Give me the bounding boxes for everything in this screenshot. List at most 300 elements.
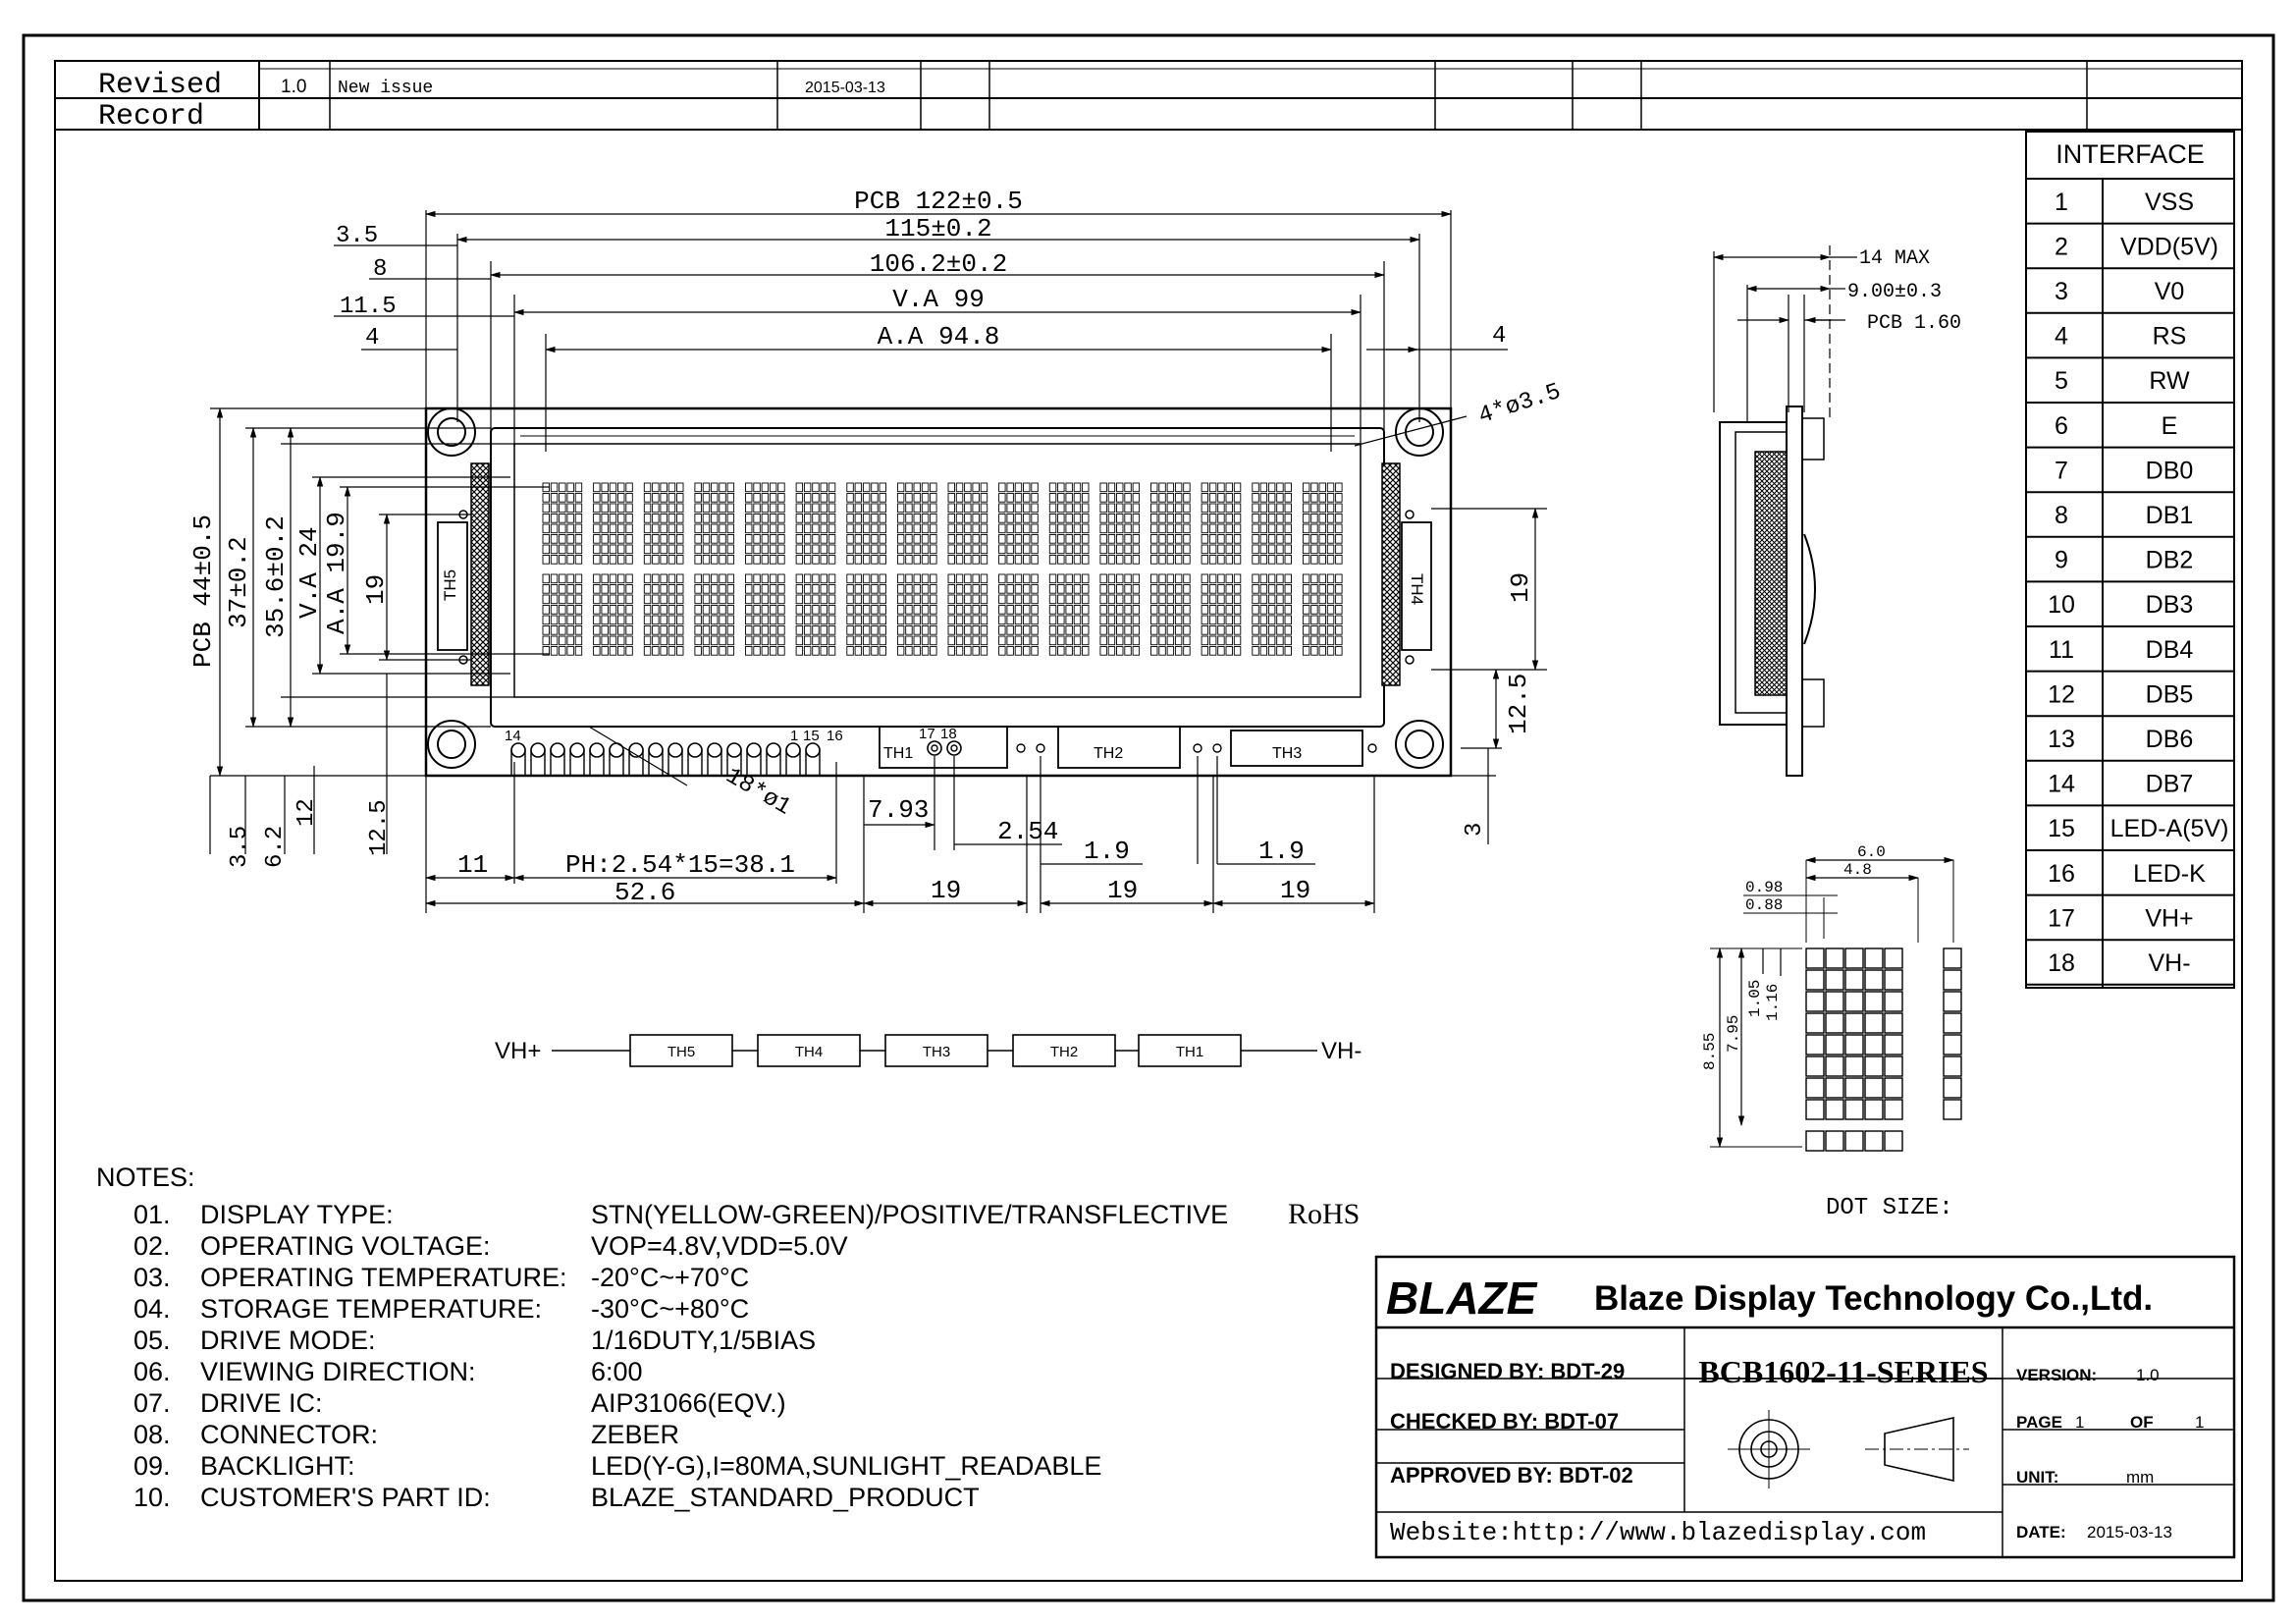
pixel-dot — [1218, 626, 1225, 635]
pixel-dot — [973, 626, 980, 635]
pixel-dot — [863, 483, 870, 492]
note-label: OPERATING VOLTAGE: — [200, 1231, 491, 1261]
pixel-dot — [695, 585, 702, 594]
pixel-dot — [847, 524, 854, 533]
pixel-dot — [754, 504, 761, 513]
pixel-dot — [847, 626, 854, 635]
dimension-text-top — [336, 187, 1565, 430]
pixel-dot — [804, 616, 811, 624]
note-value: -30°C~+80°C — [591, 1294, 750, 1324]
pixel-dot — [1024, 636, 1031, 645]
next-char-dot — [1944, 1078, 1961, 1098]
pixel-dot — [778, 504, 785, 513]
pixel-dot — [906, 606, 913, 615]
pixel-dot — [1159, 545, 1166, 554]
pixel-dot — [575, 647, 582, 656]
pixel-dot — [551, 585, 558, 594]
pixel-dot — [1159, 535, 1166, 544]
pixel-dot — [999, 626, 1006, 635]
pixel-dot — [1024, 483, 1031, 492]
pixel-dot — [1074, 636, 1081, 645]
pixel-dot — [1007, 626, 1014, 635]
pixel-dot — [677, 585, 684, 594]
pixel-dot — [872, 595, 879, 604]
pixel-dot — [575, 636, 582, 645]
pixel-dot — [863, 595, 870, 604]
pixel-dot — [770, 585, 776, 594]
pixel-dot — [1058, 483, 1065, 492]
pixel-dot — [821, 524, 828, 533]
pixel-dot — [897, 595, 904, 604]
pixel-dot — [727, 606, 734, 615]
pixel-dot — [1327, 636, 1334, 645]
pixel-dot — [965, 636, 972, 645]
pixel-dot — [1311, 556, 1318, 565]
pixel-dot — [1100, 616, 1107, 624]
pixel-dot — [872, 636, 879, 645]
pixel-dot — [1151, 535, 1158, 544]
pixel-dot — [1015, 504, 1022, 513]
pixel-dot — [610, 504, 616, 513]
pixel-dot — [1201, 616, 1208, 624]
pixel-dot — [1226, 504, 1233, 513]
pixel-dot — [1125, 626, 1132, 635]
dot-cell — [1826, 1056, 1843, 1076]
pixel-dot — [948, 504, 955, 513]
pixel-dot — [931, 585, 937, 594]
pixel-dot — [922, 504, 929, 513]
pixel-dot — [626, 595, 633, 604]
pixel-dot — [804, 514, 811, 523]
pixel-dot — [855, 494, 862, 503]
pin-name: E — [2161, 411, 2178, 440]
pixel-dot — [999, 545, 1006, 554]
pin-number: 17 — [2048, 904, 2075, 933]
logo-text: BLAZE — [1386, 1272, 1537, 1324]
pixel-dot — [567, 626, 574, 635]
pixel-dot — [1151, 483, 1158, 492]
pixel-dot — [981, 585, 988, 594]
pixel-dot — [1032, 626, 1039, 635]
pixel-dot — [551, 574, 558, 583]
pixel-dot — [610, 626, 616, 635]
pixel-dot — [1066, 616, 1073, 624]
dot-dim-7-95: 7.95 — [1725, 1014, 1742, 1053]
pixel-dot — [804, 626, 811, 635]
next-char-dot — [1944, 1035, 1961, 1055]
pixel-dot — [1074, 504, 1081, 513]
pixel-dot — [906, 647, 913, 656]
pin-name: LED-K — [2133, 859, 2206, 888]
next-char-dot — [1944, 948, 1961, 968]
pixel-dot — [1201, 606, 1208, 615]
pixel-dot — [855, 535, 862, 544]
pixel-dot — [778, 574, 785, 583]
pixel-dot — [948, 606, 955, 615]
pixel-dot — [1260, 514, 1267, 523]
pixel-dot — [931, 636, 937, 645]
pixel-dot — [948, 585, 955, 594]
pixel-dot — [1253, 524, 1259, 533]
dot-cell — [1865, 1100, 1883, 1119]
note-number: 07. — [133, 1388, 171, 1418]
pixel-dot — [796, 524, 803, 533]
pixel-dot — [1285, 535, 1292, 544]
pixel-dot — [1285, 626, 1292, 635]
pixel-dot — [661, 545, 667, 554]
pixel-dot — [661, 494, 667, 503]
pixel-dot — [1100, 574, 1107, 583]
pixel-dot — [1327, 504, 1334, 513]
pixel-dot — [754, 585, 761, 594]
pixel-dot — [1201, 535, 1208, 544]
pixel-dot — [727, 616, 734, 624]
note-value: 1/16DUTY,1/5BIAS — [591, 1326, 817, 1355]
dim-va-24: V.A 24 — [294, 526, 324, 619]
pixel-dot — [575, 595, 582, 604]
pixel-dot — [1133, 606, 1140, 615]
pixel-dot — [712, 494, 719, 503]
pixel-dot — [796, 514, 803, 523]
pixel-dot — [821, 606, 828, 615]
pixel-dot — [1108, 504, 1115, 513]
note-value: -20°C~+70°C — [591, 1263, 750, 1292]
notes-title: NOTES: — [96, 1163, 195, 1192]
pixel-dot — [560, 545, 566, 554]
pixel-dot — [543, 585, 550, 594]
dim-pcb-width: PCB 122±0.5 — [854, 187, 1023, 216]
pixel-dot — [922, 483, 929, 492]
pixel-dot — [626, 616, 633, 624]
pixel-dot — [653, 616, 660, 624]
pixel-dot — [914, 494, 921, 503]
pixel-dot — [762, 595, 769, 604]
dot-cell — [1865, 1035, 1883, 1055]
pixel-dot — [1226, 514, 1233, 523]
pixel-dot — [1108, 647, 1115, 656]
pixel-dot — [1125, 595, 1132, 604]
dim-3-5-bottom: 3.5 — [227, 825, 253, 868]
pixel-dot — [973, 616, 980, 624]
pixel-dot — [1007, 606, 1014, 615]
pixel-dot — [1201, 504, 1208, 513]
pin-hole — [786, 743, 800, 757]
bezel — [491, 428, 1384, 727]
pixel-dot — [626, 545, 633, 554]
pixel-dot — [762, 535, 769, 544]
pixel-dot — [1151, 556, 1158, 565]
pixel-dot — [594, 606, 601, 615]
pixel-dot — [720, 585, 726, 594]
pixel-dot — [746, 626, 753, 635]
pixel-dot — [1201, 545, 1208, 554]
pixel-dot — [560, 647, 566, 656]
pixel-dot — [677, 606, 684, 615]
pixel-dot — [1336, 616, 1343, 624]
pixel-dot — [754, 494, 761, 503]
pixel-dot — [1133, 595, 1140, 604]
pixel-dot — [653, 574, 660, 583]
pixel-dot — [863, 535, 870, 544]
pixel-dot — [1151, 524, 1158, 533]
dot-cell — [1865, 1078, 1883, 1098]
cursor-dot — [1885, 1131, 1902, 1151]
of-value: 1 — [2195, 1413, 2205, 1432]
pixel-dot — [1285, 606, 1292, 615]
pixel-dot — [1285, 585, 1292, 594]
pixel-dot — [828, 585, 835, 594]
pixel-dot — [1049, 545, 1056, 554]
pixel-dot — [1277, 514, 1284, 523]
pixel-dot — [1285, 504, 1292, 513]
pixel-dot — [644, 535, 651, 544]
pixel-dot — [778, 585, 785, 594]
pixel-dot — [770, 504, 776, 513]
pixel-dot — [626, 504, 633, 513]
pixel-dot — [897, 504, 904, 513]
pixel-dot — [796, 574, 803, 583]
dim-pitch: PH:2.54*15=38.1 — [565, 850, 796, 880]
pixel-dot — [813, 524, 820, 533]
pixel-dot — [914, 545, 921, 554]
pixel-dot — [720, 483, 726, 492]
pixel-dot — [1209, 494, 1216, 503]
pixel-dot — [778, 626, 785, 635]
pixel-dot — [1049, 585, 1056, 594]
pixel-dot — [644, 647, 651, 656]
pixel-dot — [981, 545, 988, 554]
chain-heater-label: TH2 — [1049, 1044, 1079, 1060]
pixel-dot — [897, 574, 904, 583]
pixel-dot — [1319, 494, 1326, 503]
pixel-dot — [770, 556, 776, 565]
pixel-dot — [828, 556, 835, 565]
pixel-dot — [1049, 556, 1056, 565]
pixel-dot — [754, 636, 761, 645]
pixel-dot — [1108, 483, 1115, 492]
pixel-dot — [677, 647, 684, 656]
pixel-dot — [1058, 606, 1065, 615]
pixel-dot — [1007, 636, 1014, 645]
pixel-dot — [1319, 483, 1326, 492]
pixel-dot — [922, 545, 929, 554]
pixel-dot — [1234, 524, 1241, 533]
cursor-dot — [1826, 1131, 1843, 1151]
dim-3-5: 3.5 — [336, 223, 379, 249]
pixel-dot — [872, 545, 879, 554]
pixel-dot — [965, 504, 972, 513]
pixel-dot — [543, 545, 550, 554]
pixel-dot — [1024, 616, 1031, 624]
pixel-dot — [922, 556, 929, 565]
pin-hole — [806, 743, 820, 757]
pixel-dot — [1032, 524, 1039, 533]
pixel-dot — [1209, 524, 1216, 533]
pixel-dot — [1319, 595, 1326, 604]
pixel-dot — [1024, 626, 1031, 635]
pixel-dot — [872, 504, 879, 513]
pin-number: 5 — [2055, 367, 2068, 396]
pixel-dot — [1184, 524, 1191, 533]
pixel-dot — [626, 524, 633, 533]
pixel-dot — [1175, 504, 1182, 513]
pixel-dot — [1032, 494, 1039, 503]
pixel-dot — [1015, 585, 1022, 594]
dimension-text-right — [1462, 572, 1535, 837]
pixel-dot — [567, 585, 574, 594]
pixel-dot — [965, 556, 972, 565]
note-number: 05. — [133, 1326, 171, 1355]
pixel-dot — [1117, 504, 1124, 513]
pixel-dot — [1066, 606, 1073, 615]
pixel-dot — [1167, 616, 1174, 624]
pixel-dot — [1184, 514, 1191, 523]
pin-name: V0 — [2154, 278, 2185, 305]
pixel-dot — [1083, 647, 1090, 656]
pin-number: 3 — [2055, 278, 2068, 305]
pixel-dot — [796, 556, 803, 565]
pixel-dot — [828, 636, 835, 645]
pixel-dot — [1015, 494, 1022, 503]
pixel-dot — [965, 606, 972, 615]
pixel-dot — [770, 483, 776, 492]
pixel-dot — [914, 535, 921, 544]
pixel-dot — [1253, 626, 1259, 635]
pixel-dot — [821, 647, 828, 656]
pixel-dot — [1151, 585, 1158, 594]
pixel-dot — [1319, 504, 1326, 513]
dim-3: 3 — [1462, 822, 1488, 837]
pixel-dot — [644, 606, 651, 615]
pixel-dot — [1058, 595, 1065, 604]
note-value: STN(YELLOW-GREEN)/POSITIVE/TRANSFLECTIVE — [591, 1200, 1229, 1229]
pixel-dot — [1083, 606, 1090, 615]
pixel-dot — [880, 524, 886, 533]
pixel-dot — [567, 524, 574, 533]
pixel-dot — [762, 574, 769, 583]
pixel-dot — [931, 595, 937, 604]
pixel-dot — [1184, 545, 1191, 554]
connector-pins — [511, 743, 820, 776]
pixel-dot — [1201, 595, 1208, 604]
pixel-dot — [1234, 616, 1241, 624]
dim-19-b: 19 — [1107, 876, 1139, 905]
pixel-dot — [1319, 647, 1326, 656]
pixel-dot — [1234, 545, 1241, 554]
pixel-dot — [1151, 494, 1158, 503]
pin-number: 7 — [2055, 457, 2068, 485]
pixel-dot — [712, 524, 719, 533]
pixel-dot — [1074, 574, 1081, 583]
pixel-dot — [1277, 636, 1284, 645]
pixel-dot — [1024, 545, 1031, 554]
pin-name: DB0 — [2145, 457, 2194, 485]
pixel-dot — [778, 545, 785, 554]
pixel-dot — [778, 647, 785, 656]
pixel-dot — [1007, 595, 1014, 604]
pin-name: DB1 — [2145, 502, 2194, 529]
pin-hole — [551, 743, 564, 757]
pin-name: VDD(5V) — [2119, 233, 2219, 261]
pixel-dot — [1049, 606, 1056, 615]
pixel-dot — [1218, 616, 1225, 624]
pixel-dot — [804, 535, 811, 544]
pixel-dot — [897, 626, 904, 635]
note-number: 06. — [133, 1357, 171, 1386]
pixel-dot — [668, 616, 675, 624]
pixel-dot — [551, 504, 558, 513]
pixel-dot — [1201, 574, 1208, 583]
pixel-dot — [1226, 647, 1233, 656]
pixel-dot — [981, 535, 988, 544]
pixel-dot — [1074, 595, 1081, 604]
pixel-dot — [746, 647, 753, 656]
pixel-dot — [847, 585, 854, 594]
pixel-dot — [575, 494, 582, 503]
dot-cell — [1865, 948, 1883, 968]
side-view — [1714, 245, 1857, 776]
pixel-dot — [813, 606, 820, 615]
pixel-dot — [1015, 574, 1022, 583]
pixel-dot — [727, 504, 734, 513]
dim-aa-19-9: A.A 19.9 — [322, 512, 351, 634]
pixel-dot — [1175, 616, 1182, 624]
pixel-dot — [618, 483, 625, 492]
pixel-dot — [948, 483, 955, 492]
pixel-dot — [1327, 574, 1334, 583]
pixel-dot — [703, 504, 710, 513]
pixel-dot — [914, 585, 921, 594]
pixel-dot — [1058, 574, 1065, 583]
pixel-dot — [1303, 574, 1309, 583]
pixel-dot — [1133, 636, 1140, 645]
pixel-dot — [1058, 616, 1065, 624]
pixel-dot — [727, 595, 734, 604]
pixel-dot — [560, 524, 566, 533]
pixel-dot — [695, 494, 702, 503]
dot-cell — [1806, 992, 1824, 1011]
pixel-dot — [1049, 524, 1056, 533]
pixel-dot — [1268, 626, 1275, 635]
pixel-dot — [796, 647, 803, 656]
pixel-dot — [931, 556, 937, 565]
pixel-dot — [897, 636, 904, 645]
pixel-dot — [981, 504, 988, 513]
pixel-dot — [1066, 626, 1073, 635]
pixel-dot — [1125, 556, 1132, 565]
pin18-label: 18 — [940, 726, 957, 742]
pixel-dot — [661, 574, 667, 583]
pixel-dot — [1049, 494, 1056, 503]
pixel-dot — [543, 616, 550, 624]
pixel-dot — [821, 626, 828, 635]
pixel-dot — [855, 574, 862, 583]
pixel-dot — [1277, 494, 1284, 503]
of-label: OF — [2130, 1413, 2154, 1432]
pixel-dot — [720, 647, 726, 656]
pixel-dot — [762, 545, 769, 554]
pixel-dot — [770, 626, 776, 635]
pixel-dot — [1032, 585, 1039, 594]
pixel-dot — [618, 606, 625, 615]
pixel-dot — [567, 514, 574, 523]
pixel-dot — [712, 606, 719, 615]
pixel-dot — [1066, 556, 1073, 565]
pixel-dot — [1184, 647, 1191, 656]
pixel-dot — [1100, 626, 1107, 635]
pixel-dot — [1209, 626, 1216, 635]
pixel-dot — [1175, 545, 1182, 554]
